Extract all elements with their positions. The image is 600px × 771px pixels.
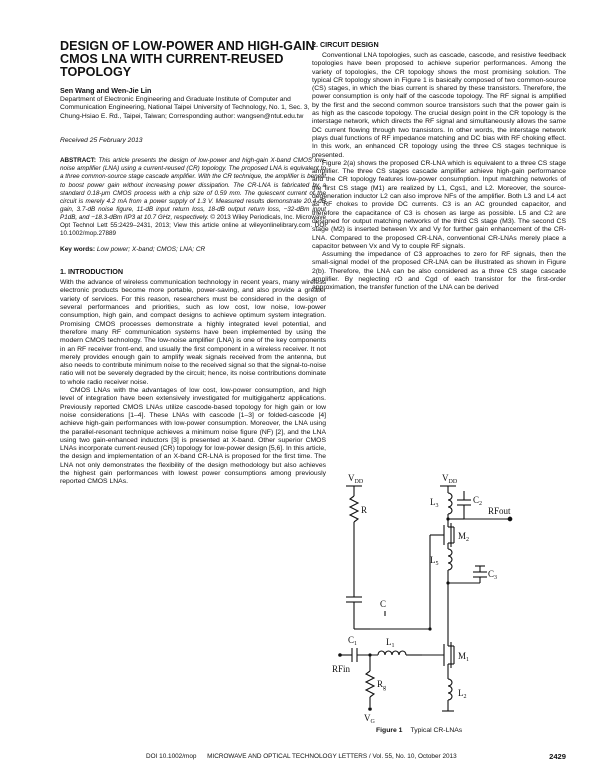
- figure-caption: [376, 727, 462, 734]
- abstract-copyright: © 2013 Wiley Periodicals, Inc. Microwave Opt Technol Lett 55:2429–2431, 2013; View this article online at wileyonlinelibrary.com. DOI 10.1002/mop.27889: [60, 213, 326, 238]
- rg-label: $R_g$: [377, 679, 387, 691]
- footer-doi: DOI 10.1002/mop: [146, 753, 197, 760]
- intro-heading: 1. INTRODUCTION: [60, 267, 124, 277]
- l3-label: $L_3$: [430, 497, 439, 509]
- m2-label: $M_2$: [458, 531, 470, 543]
- l2-label: $L_2$: [458, 688, 467, 700]
- circuit-paragraph-2: Figure 2(a) shows the proposed CR-LNA which is equivalent to a three CS stage amplifier. The three CS stages cascade amplifier achieve high-gain performance and the CR topology features low-power consumption. Input matching networks of the first CS stage (M1) are realized by L1, Cgs1, and L2. Moreover, the source-degeneration inductor L2 can also improve NFs of the amplifier. Both L3 and L4 act as RF chokes to provide DC currents. C3 is an AC grounded capacitor, and therefore the capacitance of C3 is chosen as large as possible. L5 and C2 are designed for output matching networks of the third CS stage (M3). The second CS stage (M2) is inserted between Vx and Vy for further gain enhancement of the CR-LNA. Compared to the proposed CR-LNA, conventional CR-LNAs merely place a capacitor between Vx and Vy to couple RF signals.: [312, 159, 566, 250]
- circuit-wires: [340, 486, 512, 711]
- page-number: 2429: [549, 752, 566, 761]
- circuit-paragraph-1: Conventional LNA topologies, such as cascade, cascode, and resistive feedback topologies have been proposed to achieve superior performances. Among the variety of topologies, the CR topology shows the most promising solution. The typical CR topology shown in Figure 1 is basically composed of two common-source (CS) stages, in which the bias current is shared by these transistors. Therefore, the power consumption is only half of the cascode topology. The RF signal is amplified by the first and the second common source transistors such that the power gain is as high as the cascode topology. The crucial design point in the CR topology is the interstage network, which directs the RF signal and simultaneously allows the same DC current flowing through two transistors. In other words, the interstage network plays dual functions of RF impedance matching and DC bias with RF choking effect. In this work, an enhanced CR topology using the three CS stages technique is presented.: [312, 52, 566, 159]
- c3-label: $C_3$: [488, 569, 498, 581]
- authors: Sen Wang and Wen-Jie Lin: [60, 86, 152, 95]
- rfin-label: RFin: [332, 664, 351, 674]
- keywords: [60, 246, 326, 253]
- abstract-label: ABSTRACT:: [60, 157, 97, 165]
- figure-caption-text: Typical CR-LNAs: [410, 727, 463, 734]
- footer-journal: MICROWAVE AND OPTICAL TECHNOLOGY LETTERS / Vol. 55, No. 10, October 2013: [207, 753, 457, 760]
- vdd-right-label: $V_{DD}$: [442, 473, 458, 485]
- intro-paragraph-2: CMOS LNAs with the advantages of low cost, low-power consumption, and high level of integration have been extensively investigated for multigigahertz applications. Previously reported CMOS LNAs utilize cascode-based topology for high gain or low noise considerations [1–4]. These LNAs with cascode [1–3] or folded-cascode [4] achieve high-gain performances with low-power consumption. Moreover, the LNA using the parallel-resonant technique achieves a minimum noise figure (NF) [2], and the LNA using two gain-enhanced inductors [3] is presented at X-band. Other superior CMOS LNAs incorporate current-reused (CR) topology for low-power design [5,6]. In this article, the design and implementation of an X-band CR-LNA is proposed for the first time. The LNA not only demonstrates the flexibility of the design methodology but also achieves the highest gain performances with lowest power consumptions among previously reported CMOS LNAs.: [60, 387, 326, 486]
- page-footer: [146, 753, 566, 760]
- abstract: [60, 157, 326, 238]
- l5-label: $L_5$: [430, 555, 439, 567]
- m1-label: $M_1$: [458, 651, 470, 663]
- circuit-heading: 2. CIRCUIT DESIGN: [312, 40, 379, 49]
- intro-paragraph-1: With the advance of wireless communication technology in recent years, many wireless electronic products become more portable, power-saving, and also provide a greater variety of services. For this reason, researchers must be considered in the design of several performances and priorities, such as low cost, low noise, low-power consumption, high gain, and compact designs to achieve optimum system integration. Promising CMOS processes demonstrate a highly integrated level potential, and therefore many RF communication systems have been implemented by using the modern CMOS technology. The low-noise amplifier (LNA) is one of the key components in an RF receiver front-end, and usually the first component in a wireless receiver. It not merely provides enough gain to amplify weak signals received from the antenna, but also needs to contribute minimum noise to the received signal so that the signal-to-noise ratio will not be severely degraded by the circuit; hence, its noise contributions dominate to whole radio receiver noise.: [60, 279, 326, 386]
- left-column: [60, 40, 326, 487]
- keywords-label: Key words:: [60, 246, 96, 254]
- figure-caption-label: Figure 1: [376, 727, 403, 734]
- rfout-label: RFout: [488, 506, 511, 516]
- abstract-text: This article presents the design of low-power and high-gain X-band CMOS low-noise amplifier (LNA) using a current-reused (CR) topology. The proposed LNA is equivalent to a three common-source stage cascade amplifier. With the CR technique, the amplifier is benefit to boost power gain without increasing power dissipation. The CR-LNA is fabricated by a standard 0.18-μm CMOS process with a chip size of 0.59 mm. The quiescent current of the circuit is merely 4.2 mA from a power supply of 1.3 V. Measured results demonstrate 20.4-dB gain, 3.7-dB noise figure, 11-dB input return loss, 18-dB output return loss, −32-dBm input P1dB, and −18.3-dBm IIP3 at 10.7 GHz, respectively.: [60, 157, 327, 221]
- right-column: [312, 40, 566, 293]
- circuit-paragraph-3: Assuming the impedance of C3 approaches to zero for RF signals, then the small-signal model of the proposed CR-LNA can be illustrated as shown in Figure 2(b). Therefore, the LNA can be also considered as a three CS stage cascade amplifier. By neglecting rO and Cgd of each transistor for the first-order approximation, the transfer function of the LNA can be derived: [312, 251, 566, 292]
- c1-label: $C_1$: [348, 635, 358, 647]
- r-label: R: [361, 505, 368, 515]
- c2-label: $C_2$: [473, 495, 483, 507]
- vdd-left-label: $V_{DD}$: [348, 473, 364, 485]
- keywords-text: Low power; X-band; CMOS; LNA; CR: [96, 246, 206, 254]
- l1-label: $L_1$: [386, 637, 395, 649]
- cr-lna-schematic: [330, 471, 560, 729]
- article-title: DESIGN OF LOW-POWER AND HIGH-GAIN CMOS LNA WITH CURRENT-REUSED TOPOLOGY: [60, 39, 315, 79]
- affiliation: Department of Electronic Engineering and Graduate Institute of Computer and Communication Engineering, National Taipei University of Technology, No. 1, Sec. 3, Chung-Hsiao E. Rd., Taipei, Taiwan; Corresponding author: wangsen@ntut.edu.tw: [60, 96, 310, 120]
- c-label: C: [380, 599, 387, 609]
- vg-label: $V_G$: [364, 713, 375, 725]
- received-date: Received 25 February 2013: [60, 137, 143, 145]
